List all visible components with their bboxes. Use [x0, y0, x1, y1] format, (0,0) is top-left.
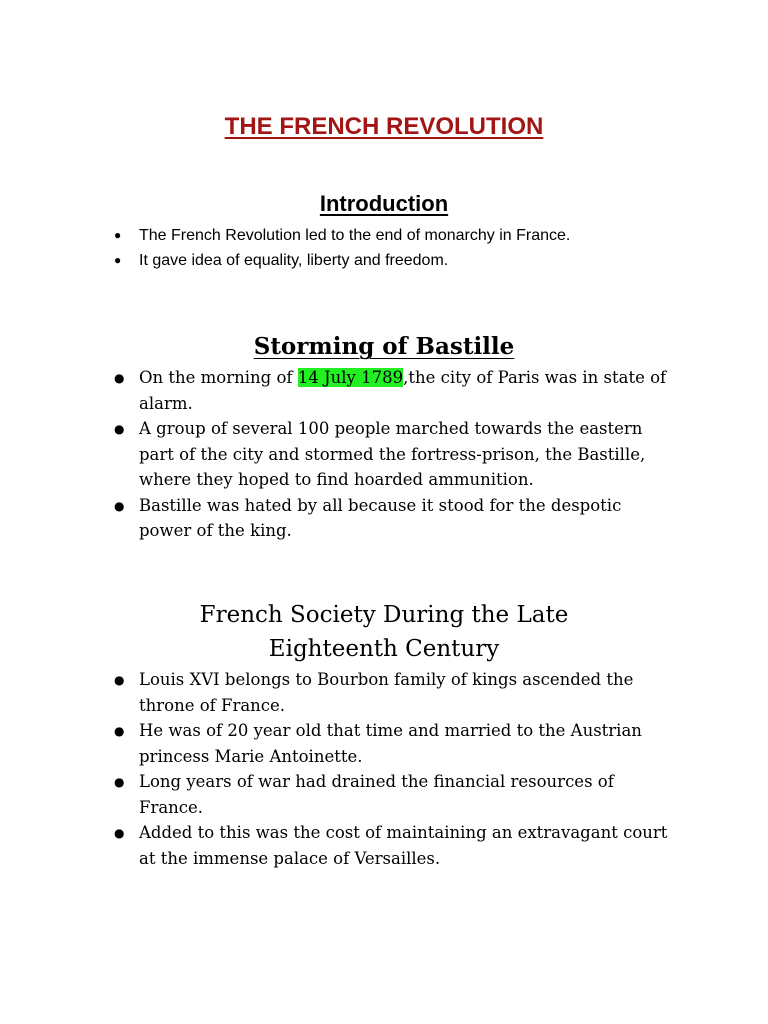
highlighted-date: 14 July 1789 [297, 368, 404, 387]
list-item: ● Louis XVI belongs to Bourbon family of kings ascended the throne of France. [0, 667, 768, 718]
list-item: ● The French Revolution led to the end of monarchy in France. [0, 223, 768, 248]
society-heading-text: French Society During the Late Eighteenth Century [199, 602, 569, 662]
list-item: ● It gave idea of equality, liberty and freedom. [0, 248, 768, 273]
bastille-heading: Storming of Bastille [253, 333, 515, 360]
list-item: ● Bastille was hated by all because it stood for the despotic power of the king. [0, 493, 768, 544]
list-item: ● A group of several 100 people marched towards the eastern part of the city and stormed the fortress-prison, the Bastille, where they hoped to find hoarded ammunition. [0, 416, 768, 493]
introduction-list [0, 223, 768, 273]
item-text: On the morning of [139, 368, 298, 387]
list-item: ● Added to this was the cost of maintaining an extravagant court at the immense palace of Versailles. [0, 820, 768, 871]
society-heading [0, 598, 768, 666]
list-item [0, 365, 768, 416]
bastille-list [0, 365, 768, 544]
list-item: ● He was of 20 year old that time and married to the Austrian princess Marie Antoinette. [0, 718, 768, 769]
introduction-heading: Introduction [319, 191, 449, 216]
item-text: ,the city of Paris was in state of alarm. [139, 368, 667, 413]
document-title: THE FRENCH REVOLUTION [224, 113, 544, 140]
list-item: ● Long years of war had drained the financial resources of France. [0, 769, 768, 820]
society-list [0, 667, 768, 871]
